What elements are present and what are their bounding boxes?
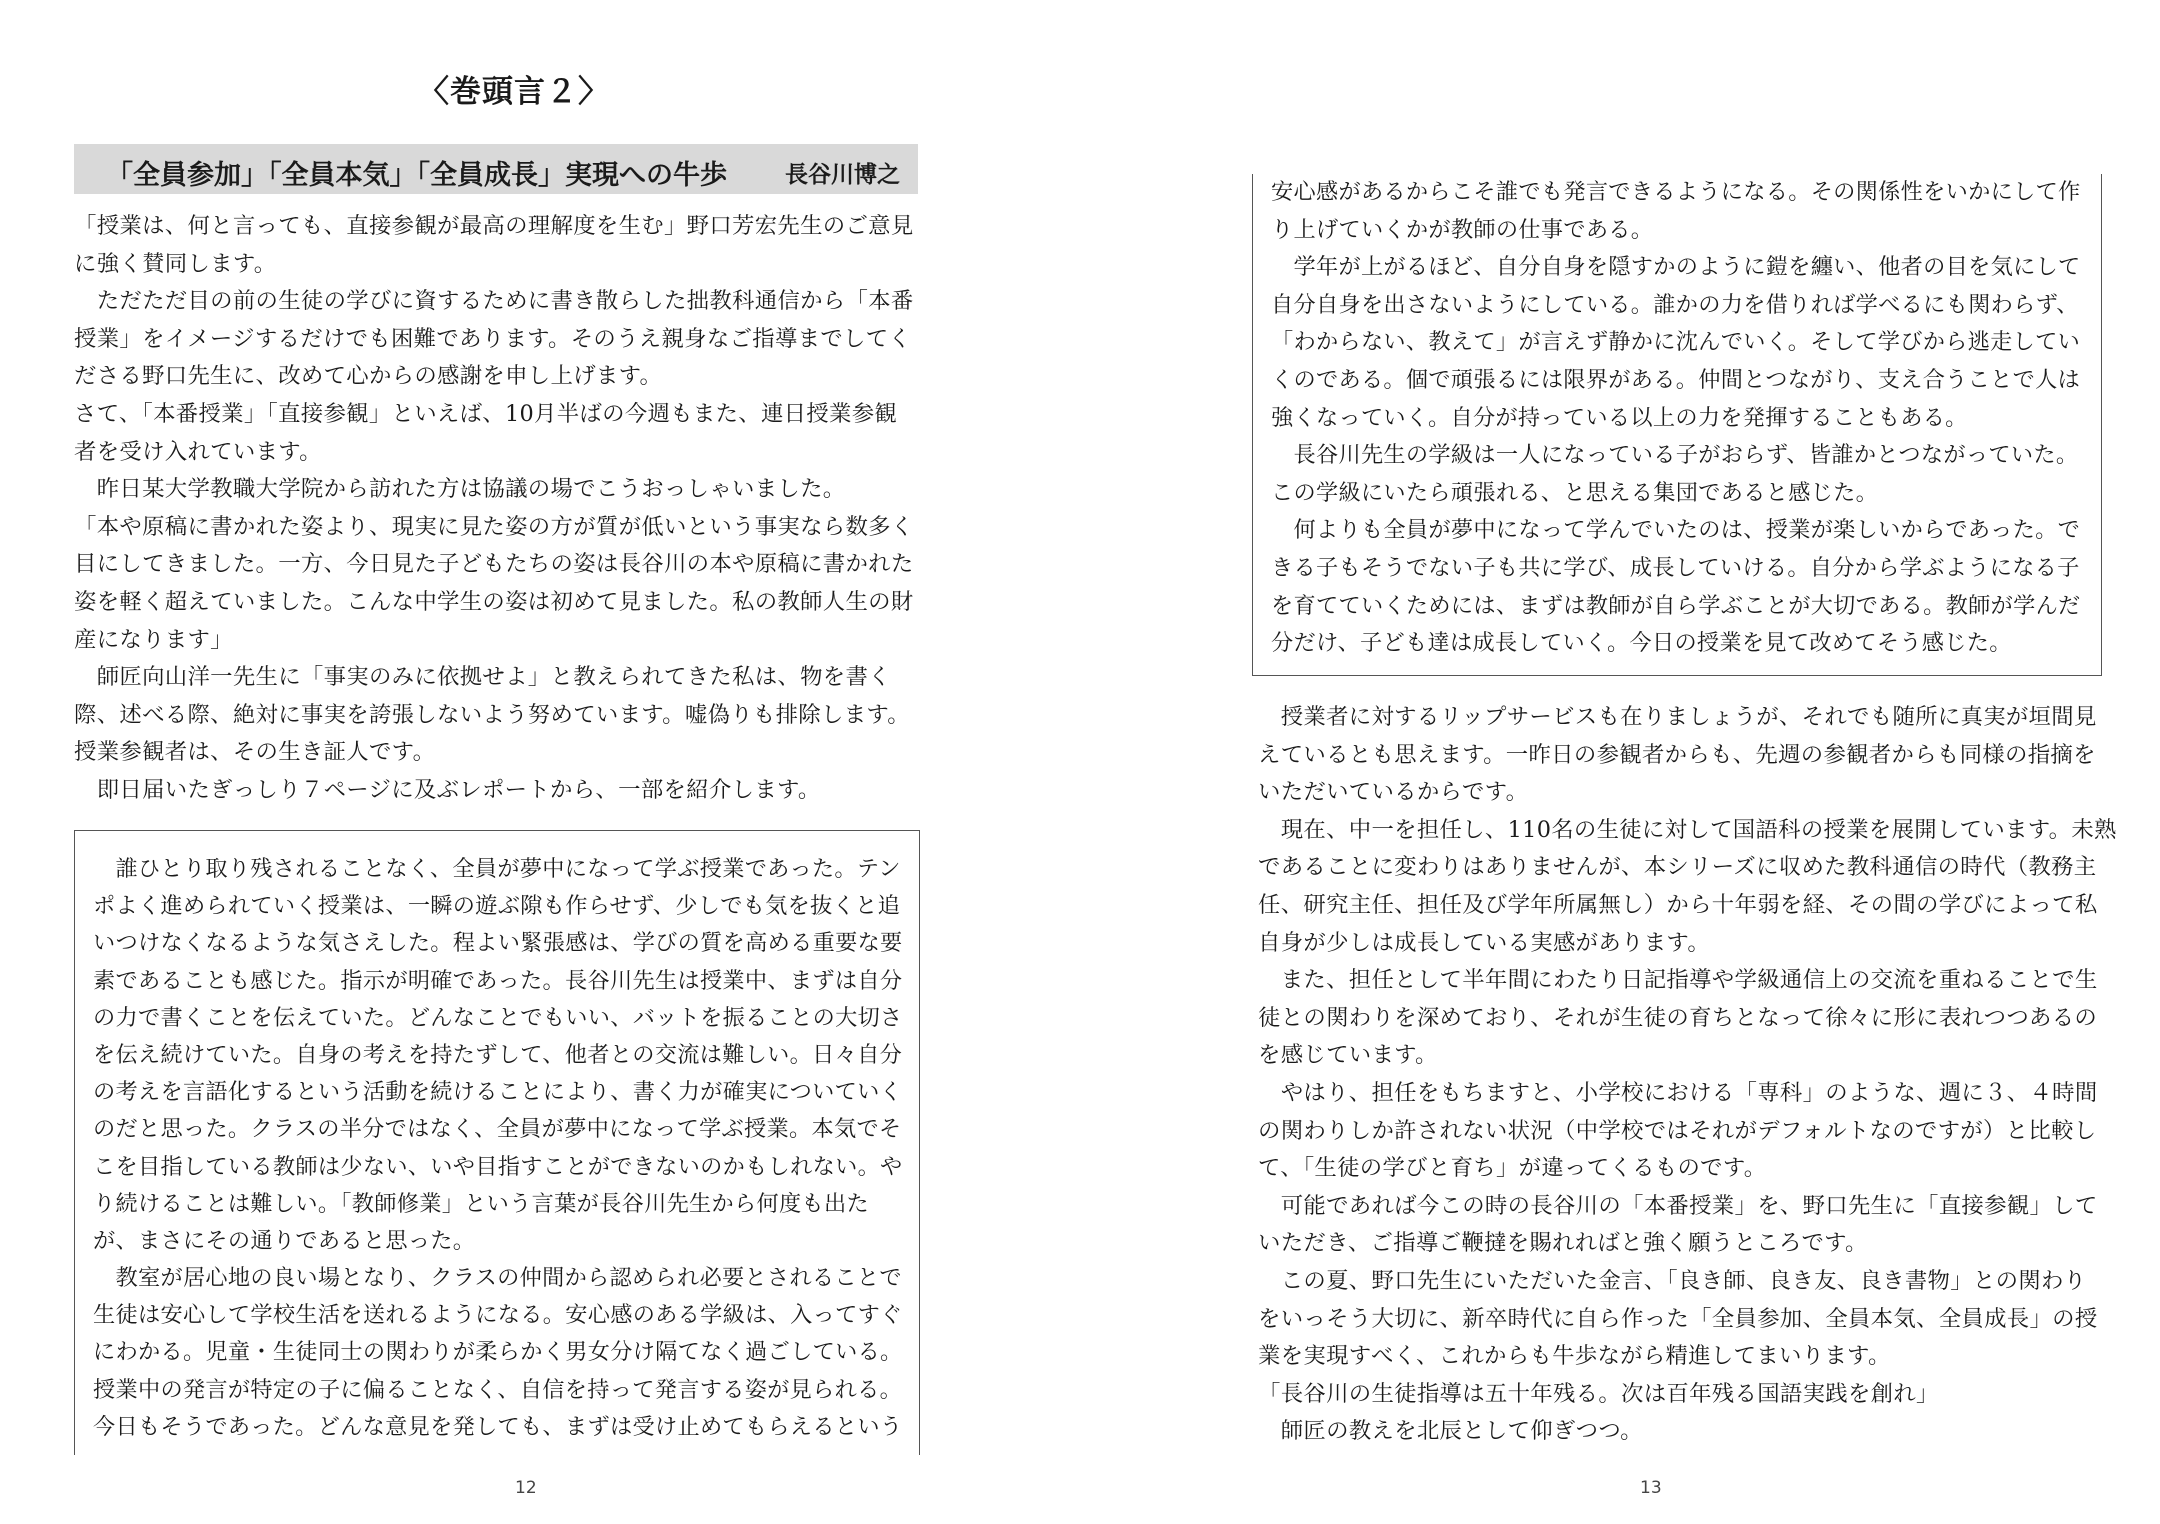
text-line: 長谷川先生の学級は一人になっている子がおらず、皆誰かとつながっていた。	[1271, 442, 2079, 469]
text-line: いただいているからです。	[1258, 779, 1529, 806]
text-line: 任、研究主任、担任及び学年所属無し）から十年弱を経、その間の学びによって私	[1258, 891, 2098, 918]
text-line: を育てていくためには、まずは教師が自ら学ぶことが大切である。教師が学んだ	[1271, 592, 2081, 619]
text-line: 可能であれば今この時の長谷川の「本番授業」を、野口先生に「直接参観」して	[1258, 1192, 2098, 1219]
chapter-title: 〈巻頭言２〉	[418, 74, 610, 110]
text-line: ださる野口先生に、改めて心からの感謝を申し上げます。	[74, 363, 663, 390]
text-line: の力で書くことを伝えていた。どんなことでもいい、バットを振ることの大切さ	[93, 1004, 903, 1031]
page-number: 12	[515, 1478, 537, 1498]
text-line: 学年が上がるほど、自分自身を隠すかのように鎧を纏い、他者の目を気にして	[1271, 254, 2081, 281]
text-line: 徒との関わりを深めており、それが生徒の育ちとなって徐々に形に表れつつあるの	[1258, 1004, 2098, 1031]
text-line: 師匠の教えを北辰として仰ぎつつ。	[1258, 1418, 1643, 1445]
text-line: 生徒は安心して学校生活を送れるようになる。安心感のある学級は、入ってすぐ	[93, 1302, 903, 1329]
text-line: 師匠向山洋一先生に「事実のみに依拠せよ」と教えられてきた私は、物を書く	[74, 664, 891, 691]
text-line: を感じています。	[1258, 1042, 1438, 1069]
intro-text	[74, 208, 914, 810]
text-line: の考えを言語化するという活動を続けることにより、書く力が確実についていく	[93, 1079, 903, 1106]
text-line: 昨日某大学教職大学院から訪れた方は協議の場でこうおっしゃいました。	[74, 476, 846, 503]
text-line: 業を実現すべく、これからも牛歩ながら精進してまいります。	[1258, 1343, 1891, 1370]
text-line: り続けることは難しい。「教師修業」という言葉が長谷川先生から何度も出た	[93, 1190, 869, 1217]
text-line: を伝え続けていた。自身の考えを持たずして、他者との交流は難しい。日々自分	[93, 1041, 903, 1068]
text-line: くのである。個で頑張るには限界がある。仲間とつながり、支え合うことで人は	[1271, 366, 2081, 393]
text-line: 授業」をイメージするだけでも困難であります。そのうえ親身なご指導までしてく	[74, 325, 912, 352]
text-line: この夏、野口先生にいただいた金言、「良き師、良き友、良き書物」との関わり	[1258, 1267, 2087, 1294]
right-page	[1080, 0, 2160, 1524]
article-title: 「全員参加」「全員本気」「全員成長」実現への牛歩	[106, 160, 727, 191]
text-line: 即日届いたぎっしり７ページに及ぶレポートから、一部を紹介します。	[74, 776, 821, 803]
text-line: て、「生徒の学びと育ち」が違ってくるものです。	[1258, 1155, 1767, 1182]
article-author: 長谷川博之	[785, 162, 900, 188]
text-line: 「わからない、教えて」が言えず静かに沈んでいく。そして学びから逃走してい	[1271, 329, 2081, 356]
text-line: ただただ目の前の生徒の学びに資するために書き散らした拙教科通信から「本番	[74, 288, 914, 315]
text-line: 分だけ、子ども達は成長していく。今日の授業を見て改めてそう感じた。	[1271, 630, 2012, 657]
text-line: 素であることも感じた。指示が明確であった。長谷川先生は授業中、まずは自分	[93, 967, 903, 994]
report-quote-box-part2	[1252, 174, 2102, 676]
text-line: 際、述べる際、絶対に事実を誇張しないよう努めています。嘘偽りも排除します。	[74, 701, 910, 728]
text-line: の関わりしか許されない状況（中学校ではそれがデフォルトなのですが）と比較し	[1258, 1117, 2097, 1144]
text-line: 強くなっていく。自分が持っている以上の力を発揮することもある。	[1271, 404, 1968, 431]
report-quote-text	[93, 851, 903, 1446]
text-line: 何よりも全員が夢中になって学んでいたのは、授業が楽しいからであった。で	[1271, 517, 2081, 544]
text-line: やはり、担任をもちますと、小学校における「専科」のような、週に３、４時間	[1258, 1079, 2098, 1106]
text-line: 姿を軽く超えていました。こんな中学生の姿は初めて見ました。私の教師人生の財	[74, 588, 914, 615]
page-number: 13	[1640, 1478, 1662, 1498]
text-line: えているとも思えます。一昨日の参観者からも、先週の参観者からも同様の指摘を	[1258, 741, 2096, 768]
text-line: が、まさにその通りであると思った。	[93, 1227, 476, 1254]
text-line: 自分自身を出さないようにしている。誰かの力を借りれば学べるにも関わらず、	[1271, 291, 2079, 318]
text-line: をいっそう大切に、新卒時代に自ら作った「全員参加、全員本気、全員成長」の授	[1258, 1305, 2098, 1332]
text-line: 授業中の発言が特定の子に偏ることなく、自信を持って発言する姿が見られる。	[93, 1376, 903, 1403]
text-line: 目にしてきました。一方、今日見た子どもたちの姿は長谷川の本や原稿に書かれた	[74, 551, 914, 578]
text-line: 者を受け入れています。	[74, 438, 322, 465]
text-line: 「本や原稿に書かれた姿より、現実に見た姿の方が質が低いという事実なら数多く	[74, 513, 914, 540]
text-line: ポよく進められていく授業は、一瞬の遊ぶ隙も作らせず、少しでも気を抜くと追	[93, 893, 901, 920]
closing-text	[1258, 699, 2117, 1451]
report-quote-box-part1	[74, 830, 920, 1455]
text-line: いつけなくなるような気さえした。程よい緊張感は、学びの質を高める重要な要	[93, 930, 903, 957]
article-title-bar	[74, 144, 918, 194]
text-line: 授業参観者は、その生き証人です。	[74, 739, 436, 766]
text-line: 安心感があるからこそ誰でも発言できるようになる。その関係性をいかにして作	[1271, 179, 2081, 205]
text-line: 教室が居心地の良い場となり、クラスの仲間から認められ必要とされることで	[93, 1265, 902, 1292]
text-line: 「授業は、何と言っても、直接参観が最高の理解度を生む」野口芳宏先生のご意見	[74, 213, 914, 239]
text-line: 「長谷川の生徒指導は五十年残る。次は百年残る国語実践を創れ」	[1258, 1380, 1939, 1407]
text-line: 現在、中一を担任し、110名の生徒に対して国語科の授業を展開しています。未熟	[1258, 816, 2117, 843]
text-line: であることに変わりはありませんが、本シリーズに収めた教科通信の時代（教務主	[1258, 854, 2097, 881]
text-line: のだと思った。クラスの半分ではなく、全員が夢中になって学ぶ授業。本気でそ	[93, 1116, 902, 1143]
text-line: こを目指している教師は少ない、いや目指すことができないのかもしれない。や	[93, 1153, 903, 1180]
text-line: きる子もそうでない子も共に学び、成長していける。自分から学ぶようになる子	[1271, 554, 2080, 581]
text-line: 授業者に対するリップサービスも在りましょうが、それでも随所に真実が垣間見	[1258, 704, 2097, 730]
text-line: 産になります」	[74, 626, 233, 653]
text-line: また、担任として半年間にわたり日記指導や学級通信上の交流を重ねることで生	[1258, 967, 2098, 994]
report-quote-text	[1271, 174, 2081, 663]
text-line: 誰ひとり取り残されることなく、全員が夢中になって学ぶ授業であった。テン	[93, 856, 901, 882]
text-line: 今日もそうであった。どんな意見を発しても、まずは受け止めてもらえるという	[93, 1413, 903, 1440]
text-line: さて、「本番授業」「直接参観」といえば、10月半ばの今週もまた、連日授業参観	[74, 400, 898, 427]
text-line: この学級にいたら頑張れる、と思える集団であると感じた。	[1271, 479, 1879, 506]
text-line: いただき、ご指導ご鞭撻を賜れればと強く願うところです。	[1258, 1230, 1868, 1257]
text-line: にわかる。児童・生徒同士の関わりが柔らかく男女分け隔てなく過ごしている。	[93, 1339, 903, 1366]
text-line: に強く賛同します。	[74, 250, 277, 277]
text-line: り上げていくかが教師の仕事である。	[1271, 216, 1654, 243]
text-line: 自身が少しは成長している実感があります。	[1258, 929, 1711, 956]
